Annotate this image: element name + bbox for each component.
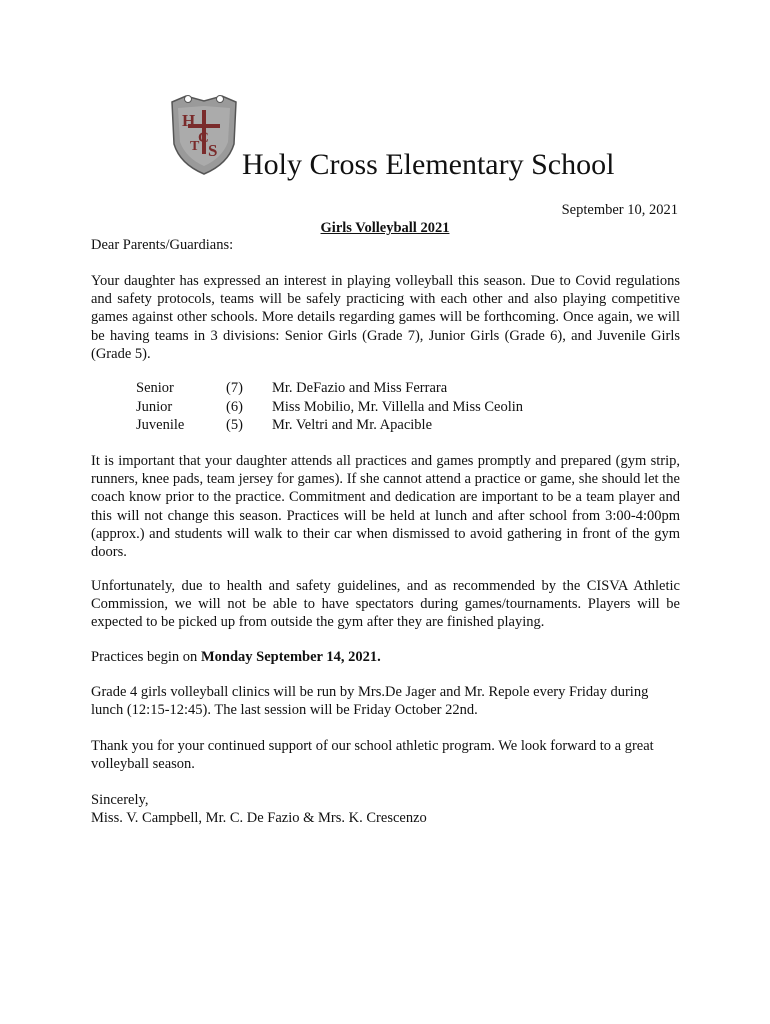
school-name-heading: Holy Cross Elementary School xyxy=(242,148,615,181)
division-row xyxy=(136,379,523,398)
closing-block xyxy=(91,791,427,827)
school-crest-logo xyxy=(168,92,240,176)
salutation: Dear Parents/Guardians: xyxy=(91,237,234,253)
letter-subject: Girls Volleyball 2021 xyxy=(320,220,450,236)
clinics-paragraph: Grade 4 girls volleyball clinics will be run by Mrs.De Jager and Mr. Repole every Friday during lunch (12:15-12:45). The last session will be Friday October 22nd. xyxy=(91,684,649,719)
practices-paragraph xyxy=(91,648,680,666)
spectators-paragraph: Unfortunately, due to health and safety guidelines, and as recommended by the CISVA Athletic Commission, we will not be able to have spectators during games/tournaments. Players will be expected to be picked up from outside the gym after they are finished playing. xyxy=(91,578,680,631)
signatories: Miss. V. Campbell, Mr. C. De Fazio & Mrs. K. Crescenzo xyxy=(91,810,427,827)
division-row xyxy=(136,398,523,417)
closing-line: Sincerely, xyxy=(91,792,149,808)
crest-letter-s: S xyxy=(208,141,218,160)
practices-prefix: Practices begin on xyxy=(91,649,201,665)
crest-letter-c: C xyxy=(198,130,209,146)
intro-paragraph: Your daughter has expressed an interest in playing volleyball this season. Due to Covid regulations and safety protocols, teams will be safely practicing with each other and also playing competitive games against other schools. More details regarding games will be forthcoming. Once again, we will be having teams in 3 divisions: Senior Girls (Grade 7), Junior Girls (Grade 6), and Juvenile Girls (Grade 5). xyxy=(91,273,680,362)
division-name: Senior xyxy=(136,380,174,396)
attendance-paragraph: It is important that your daughter attends all practices and games promptly and prepared (gym strip, runners, knee pads, team jersey for games). If she cannot attend a practice or game, she should let the coach know prior to the practice. Commitment and dedication are important to be a team player and this will not change this season. Practices will be held at lunch and after school from 3:00-4:00pm (approx.) and students will walk to their car when dismissed to avoid gathering in front of the gym doors. xyxy=(91,453,680,561)
divisions-table xyxy=(136,379,523,435)
letter-date: September 10, 2021 xyxy=(561,202,678,218)
division-coaches: Mr. Veltri and Mr. Apacible xyxy=(272,417,433,433)
crest-letter-t: T xyxy=(190,139,200,154)
thanks-paragraph: Thank you for your continued support of our school athletic program. We look forward to a great volleyball season. xyxy=(91,738,654,773)
division-coaches: Mr. DeFazio and Miss Ferrara xyxy=(272,380,448,396)
division-row xyxy=(136,416,523,435)
division-name: Juvenile xyxy=(136,417,185,433)
division-grade: (7) xyxy=(226,380,243,396)
division-name: Junior xyxy=(136,398,173,415)
division-grade: (5) xyxy=(226,417,243,433)
practices-start-date: Monday September 14, 2021. xyxy=(200,649,381,665)
crest-letter-h: H xyxy=(182,111,196,130)
division-grade: (6) xyxy=(226,398,243,415)
division-coaches: Miss Mobilio, Mr. Villella and Miss Ceolin xyxy=(272,398,524,415)
